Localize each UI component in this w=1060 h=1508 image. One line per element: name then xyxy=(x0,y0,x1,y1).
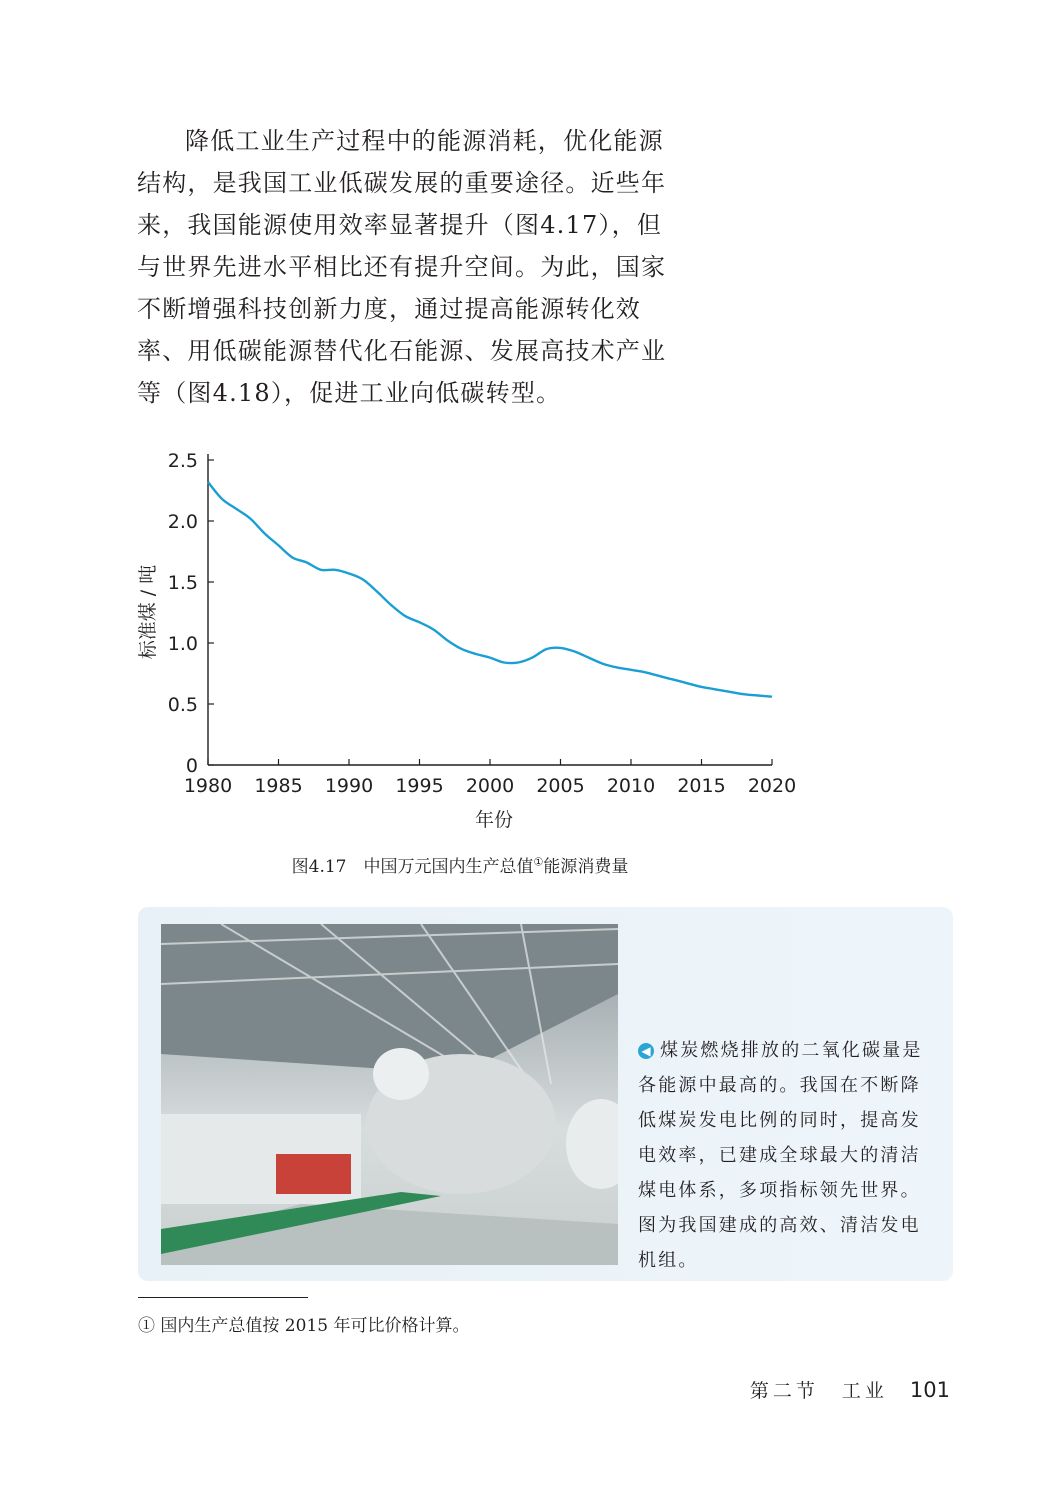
y-tick-labels xyxy=(168,450,198,777)
figure-caption xyxy=(0,852,990,877)
x-tick-label: 2020 xyxy=(747,775,797,797)
photo-note-text: 煤炭燃烧排放的二氧化碳量是各能源中最高的。我国在不断降低煤炭发电比例的同时，提高发电效率，已建成全球最大的清洁煤电体系，多项指标领先世界。图为我国建成的高效、清洁发电机组。 xyxy=(638,1040,923,1271)
y-tick-label: 0 xyxy=(185,755,198,777)
page-number: 101 xyxy=(909,1378,950,1402)
body-paragraph xyxy=(137,120,667,414)
footnote: ① 国内生产总值按 2015 年可比价格计算。 xyxy=(138,1316,470,1336)
arrow-left-circle-icon: ◀ xyxy=(638,1043,654,1059)
caption-footnote-mark: ① xyxy=(533,855,544,869)
energy-consumption-chart xyxy=(130,440,810,840)
x-tick-label: 1980 xyxy=(183,775,233,797)
y-axis-label: 标准煤 / 吨 xyxy=(137,564,159,660)
caption-prefix: 图4.17 中国万元国内生产总值 xyxy=(291,857,534,877)
chart-axes xyxy=(208,454,772,765)
photo-note xyxy=(638,1033,938,1278)
x-tick-label: 1985 xyxy=(254,775,303,797)
y-tick-label: 0.5 xyxy=(167,694,198,716)
x-tick-label: 2005 xyxy=(536,775,585,797)
x-axis-label: 年份 xyxy=(474,809,514,831)
y-tick-label: 2.5 xyxy=(167,450,198,472)
caption-suffix: 能源消费量 xyxy=(543,857,629,877)
x-tick-label: 2015 xyxy=(677,775,726,797)
photo-panel xyxy=(138,907,953,1281)
y-tick-label: 1.0 xyxy=(167,633,198,655)
x-tick-label: 2010 xyxy=(606,775,656,797)
x-tick-labels xyxy=(184,775,796,797)
power-plant-photo xyxy=(161,924,618,1265)
section-title: 第二节 工业 xyxy=(749,1380,888,1402)
x-tick-label: 1990 xyxy=(324,775,374,797)
y-tick-label: 1.5 xyxy=(167,572,198,594)
page-footer xyxy=(750,1376,950,1403)
x-tick-label: 1995 xyxy=(395,775,444,797)
series-line xyxy=(208,482,772,697)
chart-series xyxy=(208,482,772,697)
footnote-rule xyxy=(138,1297,308,1298)
y-tick-label: 2.0 xyxy=(167,511,198,533)
x-tick-label: 2000 xyxy=(465,775,515,797)
paragraph-text: 降低工业生产过程中的能源消耗，优化能源结构，是我国工业低碳发展的重要途径。近些年来，我国能源使用效率显著提升（图4.17），但与世界先进水平相比还有提升空间。为此，国家不断增强科技创新力度，通过提高能源转化效率、用低碳能源替代化石能源、发展高技术产业等（图4.18），促进工业向低碳转型。 xyxy=(137,127,667,407)
